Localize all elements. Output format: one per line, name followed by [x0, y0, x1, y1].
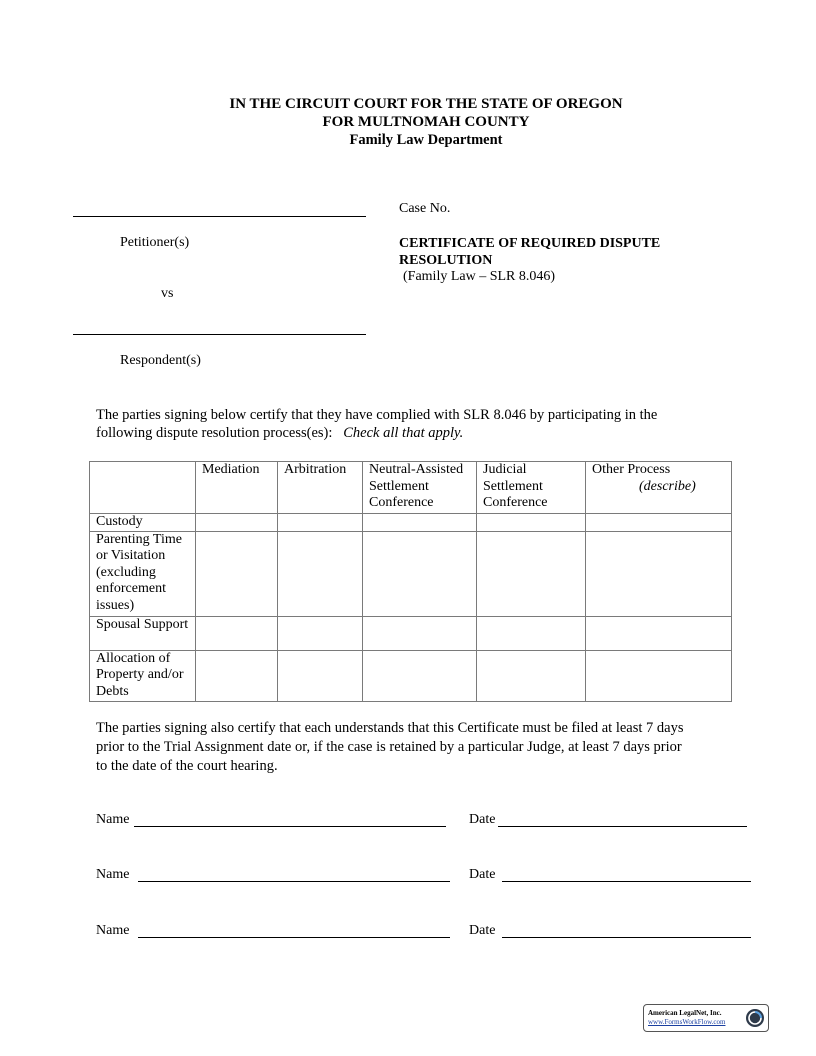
closing-line-3: to the date of the court hearing. — [96, 758, 278, 774]
row-label-allocation: Allocation of Property and/or Debts — [90, 650, 196, 701]
describe-cell[interactable] — [586, 531, 732, 616]
row-label-parenting-time: Parenting Time or Visitation (excluding enforcement issues) — [90, 531, 196, 616]
intro-instruction: Check all that apply. — [343, 425, 464, 441]
petitioner-line[interactable] — [73, 216, 366, 217]
describe-cell[interactable] — [586, 514, 732, 532]
checkbox-cell[interactable] — [477, 650, 586, 701]
closing-line-1: The parties signing also certify that each understands that this Certificate must be filed at least 7 days — [96, 720, 684, 736]
signature-name-line-1[interactable] — [134, 826, 446, 827]
table-row — [90, 616, 732, 650]
signature-date-line-2[interactable] — [502, 881, 751, 882]
logo-url[interactable]: www.FormsWorkFlow.com — [648, 1018, 726, 1026]
row-label-custody: Custody — [90, 514, 196, 532]
checkbox-cell[interactable] — [196, 514, 278, 532]
certificate-subtitle: (Family Law – SLR 8.046) — [403, 269, 556, 284]
checkbox-cell[interactable] — [196, 650, 278, 701]
globe-icon — [745, 1008, 765, 1028]
other-process-label: Other Process — [592, 462, 671, 477]
checkbox-cell[interactable] — [363, 616, 477, 650]
other-process-describe: (describe) — [639, 478, 696, 494]
signature-name-label-2: Name — [96, 867, 130, 882]
checkbox-cell[interactable] — [196, 616, 278, 650]
respondent-label: Respondent(s) — [120, 353, 201, 368]
signature-name-label-1: Name — [96, 812, 130, 827]
intro-line-2 — [96, 424, 756, 443]
certificate-title-1: CERTIFICATE OF REQUIRED DISPUTE — [399, 236, 661, 251]
signature-name-line-3[interactable] — [138, 937, 450, 938]
signature-name-label-3: Name — [96, 923, 130, 938]
header-blank-cell — [90, 462, 196, 514]
column-header-judicial: Judicial Settlement Conference — [477, 462, 586, 514]
column-header-neutral-assisted: Neutral-Assisted Settlement Conference — [363, 462, 477, 514]
column-header-mediation: Mediation — [196, 462, 278, 514]
column-header-arbitration: Arbitration — [278, 462, 363, 514]
checkbox-cell[interactable] — [477, 616, 586, 650]
describe-cell[interactable] — [586, 650, 732, 701]
checkbox-cell[interactable] — [363, 514, 477, 532]
vs-label: vs — [161, 286, 174, 301]
county-title: FOR MULTNOMAH COUNTY — [322, 114, 530, 130]
intro-line-1: The parties signing below certify that they have complied with SLR 8.046 by participating in the — [96, 407, 658, 423]
legalnet-logo — [643, 1004, 769, 1032]
court-title: IN THE CIRCUIT COURT FOR THE STATE OF OREGON — [229, 96, 623, 112]
signature-name-line-2[interactable] — [138, 881, 450, 882]
table-header-row — [90, 462, 732, 514]
department-title: Family Law Department — [349, 132, 503, 148]
dispute-resolution-table — [89, 461, 732, 702]
respondent-line[interactable] — [73, 334, 366, 335]
closing-line-2: prior to the Trial Assignment date or, if the case is retained by a particular Judge, at least 7 days prior — [96, 739, 682, 755]
table-row — [90, 650, 732, 701]
logo-company: American LegalNet, Inc. — [648, 1009, 722, 1017]
signature-date-label-3: Date — [469, 923, 496, 938]
table-row — [90, 514, 732, 532]
signature-date-line-3[interactable] — [502, 937, 751, 938]
checkbox-cell[interactable] — [278, 531, 363, 616]
checkbox-cell[interactable] — [363, 650, 477, 701]
column-header-other-process — [586, 462, 732, 514]
signature-date-label-2: Date — [469, 867, 496, 882]
signature-date-line-1[interactable] — [498, 826, 747, 827]
describe-cell[interactable] — [586, 616, 732, 650]
checkbox-cell[interactable] — [278, 650, 363, 701]
case-no-label: Case No. — [399, 201, 451, 216]
checkbox-cell[interactable] — [278, 616, 363, 650]
checkbox-cell[interactable] — [196, 531, 278, 616]
checkbox-cell[interactable] — [278, 514, 363, 532]
petitioner-label: Petitioner(s) — [120, 235, 190, 250]
certificate-title-2: RESOLUTION — [399, 253, 493, 268]
signature-date-label-1: Date — [469, 812, 496, 827]
checkbox-cell[interactable] — [477, 514, 586, 532]
table-row — [90, 531, 732, 616]
checkbox-cell[interactable] — [477, 531, 586, 616]
intro-text: following dispute resolution process(es): — [96, 425, 333, 441]
checkbox-cell[interactable] — [363, 531, 477, 616]
row-label-spousal-support: Spousal Support — [90, 616, 196, 650]
